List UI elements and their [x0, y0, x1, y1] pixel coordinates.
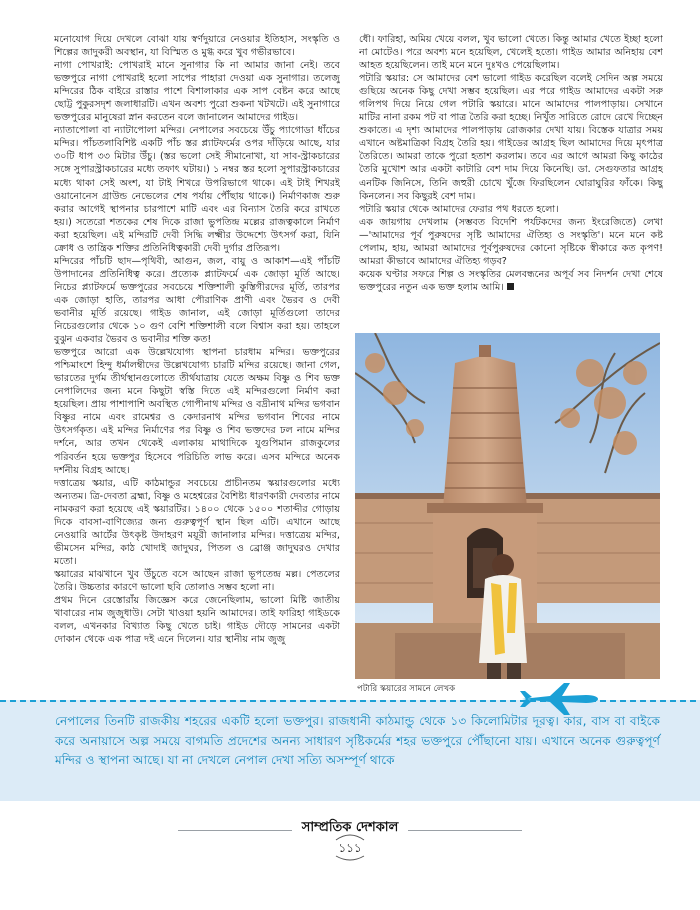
paragraph: পটারি স্কয়ার: সে আমাদের বেশ ভালো গাইড করেছিল বলেই সেদিন অল্প সময়ে গুছিয়ে অনেক কিছু দেখা সম্ভব হয়েছিল। এর পরে গাইড আমাদের একটা সরু গলিপথ দিয়ে নিয়ে গেল পটারি স্কয়ারে। মানে আমাদের পালপাড়ায়। সেখানে মাটির নানা রকম পট বা পাত্র তৈরি করা হচ্ছে। নিখুঁত সারিতে রোদে রেখে দিচ্ছেন শুকাতে। এ দৃশ্য আমাদের পালপাড়ায় রোজকার দেখা যায়। বিস্তেক যাত্রার সময় এখানে অষ্টমাত্রিকা বিগ্রহ তৈরি হয়। গাইডের আগ্রহ ছিল আমাদের দিয়ে মৃৎপাত্র তৈরিতে। আমরা তাকে পুরো হতাশ করলাম। তবে এর আগে আমরা কিছু কাঠের তৈরি মুখোশ আর একটা কাটারি বেশ দাম দিয়ে কিনেছি। ডা. সেগুফতার আগ্রহ এনটিক জিনিসে, তিনি জহুরী চোখে খুঁজে ফিরছিলেন ঘোরাঘুরির ফাঁকে। কিছু কিনলেন। সব কিছুরই বেশ দাম। [359, 73, 663, 202]
end-mark-icon [507, 283, 514, 290]
page-number: ১১১ [338, 841, 362, 855]
paragraph-final [359, 268, 663, 294]
paragraph: প্রথম দিনে রেস্তোরাঁয় জিজ্ঞেস করে জেনেছিলাম, ভালো মিষ্টি জাতীয় খাবারের নাম জুজুধাউ। সেটা খাওয়া হয়নি আমাদের। তাই ফারিহা গাইডকে বলল, এখনকার বিখ্যাত কিছু খেতে চাই। গাইড দৌড়ে সামনের একটা দোকান থেকে এক পাত্র দই এনে দিলেন। যার স্থানীয় নাম জুজু [54, 595, 340, 646]
paragraph: ভক্তপুরে আরো এক উল্লেখযোগ্য স্থাপনা চারধাম মন্দির। ভক্তপুরের পশ্চিমাংশে হিন্দু ধর্মালম্বীদের উল্লেখযোগ্য চারটি মন্দির রয়েছে। জানা গেল, ভারতের দুর্গম তীর্থস্থানগুলোতে তীর্থযাত্রায় যেতে অক্ষম বিষ্ণু ও শিব ভক্ত নেপালিদের জন্য মনে কিছুটা স্বস্তি দিতে এই মন্দিরগুলো নির্মাণ করা হয়েছিল। প্রায় পাশাপাশি অবস্থিত গোপীনাথ মন্দির ও বদ্রীনাথ মন্দির ভগবান বিষ্ণুর নামে এবং রামেশ্বর ও কেদারনাথ মন্দির ভগবান শিবের নামে উৎসর্গকৃত। এই মন্দির নির্মাণের পর বিষ্ণু ও শিব ভক্তদের ঢল নামে মন্দির দর্শনে, আর তখন থেকেই এলাকায় মাথাদিকে যুগুপিমান রাজকুলের পরিবর্তন হয়ে ভক্তপুর হিসেবে পরিচিতি লাভ করে। এসব মন্দিরে অনেক দর্শনীয় বিগ্রহ আছে। [54, 347, 340, 476]
photo-caption: পটারি স্কয়ারের সামনে লেখক [357, 684, 456, 694]
highlight-text: নেপালের তিনটি রাজকীয় শহরের একটি হলো ভক্তপুর। রাজধানী কাঠমান্ডু থেকে ১৩ কিলোমিটার দূরত্ব। কার, বাস বা বাইকে করে অনায়াসে অল্প সময়ে বাগমতি প্রদেশের অনন্য সাধারণ সৃষ্টিকর্মের শহর ভক্তপুরে পৌঁছানো যায়। এখানে অনেক গুরুত্বপূর্ণ মন্দির ও স্থাপনা আছে। যা না দেখলে নেপাল দেখা সত্যি অসম্পূর্ণ থাকে [55, 714, 660, 767]
paragraph: ধৌ। ফারিহা, অমিয় খেয়ে বলল, খুব ভালো খেতে। কিন্তু আমার খেতে ইচ্ছা হলো না মোটেও। পরে অবশ্য মনে হয়েছিল, খেলেই হতো। গাইড আমার অনিহায় বেশ আহত হয়েছিলেন। তাই মনে মনে দুঃখও পেয়েছিলাম। [359, 34, 663, 72]
paragraph: স্কয়ারের মাঝখানে খুব উঁচুতে বসে আছেন রাজা ভূপতেন্দ্র মল্ল। পেতলের তৈরি। উচ্চতার কারণে ভালো ছবি তোলাও সম্ভব হলো না। [54, 568, 340, 593]
author-photo [355, 333, 660, 679]
temple-photo-illustration [355, 333, 660, 679]
paragraph: দত্তাত্রেয় স্কয়ার, এটি কাঠমান্ডুর সবচেয়ে প্রাচীনতম স্কয়ারগুলোর মধ্যে অন্যতম। ত্রি-দেবতা ব্রহ্মা, বিষ্ণু ও মহেশ্বরের বৈশিষ্ট্য ধারণকারী দেবতার নামে নামকরণ করা হয়েছে এই স্কয়ারটির। ১৪০০ থেকে ১৫০০ শতাব্দীর গোড়ায় দিকে বাবসা-বাণিজ্যের জন্য গুরুত্বপূর্ণ স্থান ছিল এটি। এখানে আছে নেওয়ারি আর্টের উৎকৃষ্ট উদাহরণ ময়ূরী জানালার মন্দির। দত্তাত্রেয় মন্দির, ভীমসেন মন্দির, কাঠ খোদাই জাদুঘর, পিতল ও ব্রোঞ্জ জাদুঘরও দেখার মতো। [54, 477, 340, 567]
article-column-right [359, 33, 663, 343]
article-column-left [54, 33, 340, 693]
paragraph: এক জায়গায় দেখলাম (সম্ভবত বিদেশি পর্যটকদের জন্য ইংরেজিতে) লেখা—'আমাদের পূর্ব পুরুষদের সৃষ্টি আমাদের ঐতিহ্য ও সংস্কৃতি'। মনে মনে কষ্ট পেলাম, হায়, আমরা আমাদের পূর্বপুরুষদের কোনো সৃষ্টিকে স্বীকারে কত কৃপণ! আমরা কীভাবে আমাদের ঐতিহ্য গড়ব? [359, 216, 663, 267]
paragraph: মনোযোগ দিয়ে দেখলে বোঝা যায় স্বর্ণদুয়ারে নেওয়ার ইতিহাস, সংস্কৃতি ও শিল্পের জাদুকরী অবস্থান, যা বিস্মিত ও মুগ্ধ করে খুব গভীরভাবে। [54, 34, 340, 59]
paragraph: ন্যাতাপোলা বা ন্যাটাপোলা মন্দির। নেপালের সবচেয়ে উঁচু প্যাগোডা ধাঁচের মন্দির। পাঁচতলাবিশিষ্ট একটি পাঁচ স্তর প্ল্যাটফর্মের ওপর দাঁড়িয়ে আছে, যার ৩০টি ধাপ ৩৩ মিটার উঁচু। (স্তর ভলো সেই সীমানোখা, যা সাব-স্ট্রাকচারের সঙ্গে সুপারস্ট্রাকচারের মধ্যে তফাৎ ঘটায়।) ১ নম্বর স্তর হলো সুপারস্ট্রাকচারের মধ্যে থাকা সেই অংশ, যা টাই শিখরে উপরিভাগে থাকে। এই টাই শিখরই ওয়ানোনেস গ্রাউন্ড নেভেলের শেষ পর্যায় পৌঁছায় থাকে।) নির্মাণকাজ শুরু করার আগেই স্থাপনার চারপাশে মাটি এবং এর বিন্যাস তৈরি করে রাখতে হয়।) সতেরো শতকের শেষ দিকে রাজা ভুপতিন্দ্র মল্লের রাজত্বকালে নির্মাণ করা হয়েছিল। এই মন্দিরটি দেবী সিদ্ধি লক্ষ্মীর উদ্দেশ্যে উৎসর্গ করা, যিনি ক্রোধ ও তান্ত্রিক শক্তির প্রতিনিধিত্বকারী দেবী দুর্গার প্রতিরূপ। [54, 125, 340, 254]
magazine-name-text: সাম্প্রতিক দেশকাল [292, 820, 409, 835]
paragraph-text: কয়েক ঘণ্টার সফরে শিল্প ও সংস্কৃতির মেলবন্ধনের অপূর্ব সব নিদর্শন দেখা শেষে ভক্তপুরের নতুন এক ভক্ত হলাম আমি। [359, 268, 663, 293]
paragraph: মন্দিরের পাঁচটি ছাদ—পৃথিবী, আগুন, জল, বায়ু ও আকাশ—এই পাঁচটি উপাদানের প্রতিনিধিত্ব করে। প্রত্যেক প্ল্যাটফর্মে এক জোড়া মূর্তি আছে। নিচের প্ল্যাটফর্মে ভক্তপুরের সবচেয়ে শক্তিশালী কুস্তিগীরদের মূর্তি, তারপর এক জোড়া হাতি, তারপর আধা পৌরাণিক প্রাণী এবং ভৈরব ও দেবী ভবানীর মূর্তি রয়েছে। গাইড জানাল, এই জোড়া মূর্তিগুলো তাদের নিচেরগুলোর থেকে ১০ গুণ বেশি শক্তিশালী বলে বিশ্বাস করা হয়। তাহলে বুঝুন একবার ভৈরব ও ভবানীর শক্তি কত! [54, 255, 340, 346]
paragraph: নাগা পোখরাই: পোখরাই মানে সুনাগার কি না আমার জানা নেই। তবে ভক্তপুরে নাগা পোখরাই হলো সাপের পাহারা দেওয়া এক সুনাগার। তলেজু মন্দিরের ঠিক বাইরে রাস্তার পাশে বিশালাকার এক সাপ বেষ্টন করে আছে ছোট্ট পুকুরসদৃশ জলাধারটি। এখন অবশ্য পুরো শুকনা খটখটে। এই সুনাগারে ভক্তপুরের মানুষেরা স্নান করতেন বলে জানালেন আমাদের গাইড। [54, 60, 340, 124]
paragraph: পটারি স্কয়ার থেকে আমাদের ফেরার পথ ধরতে হলো। [359, 203, 559, 215]
